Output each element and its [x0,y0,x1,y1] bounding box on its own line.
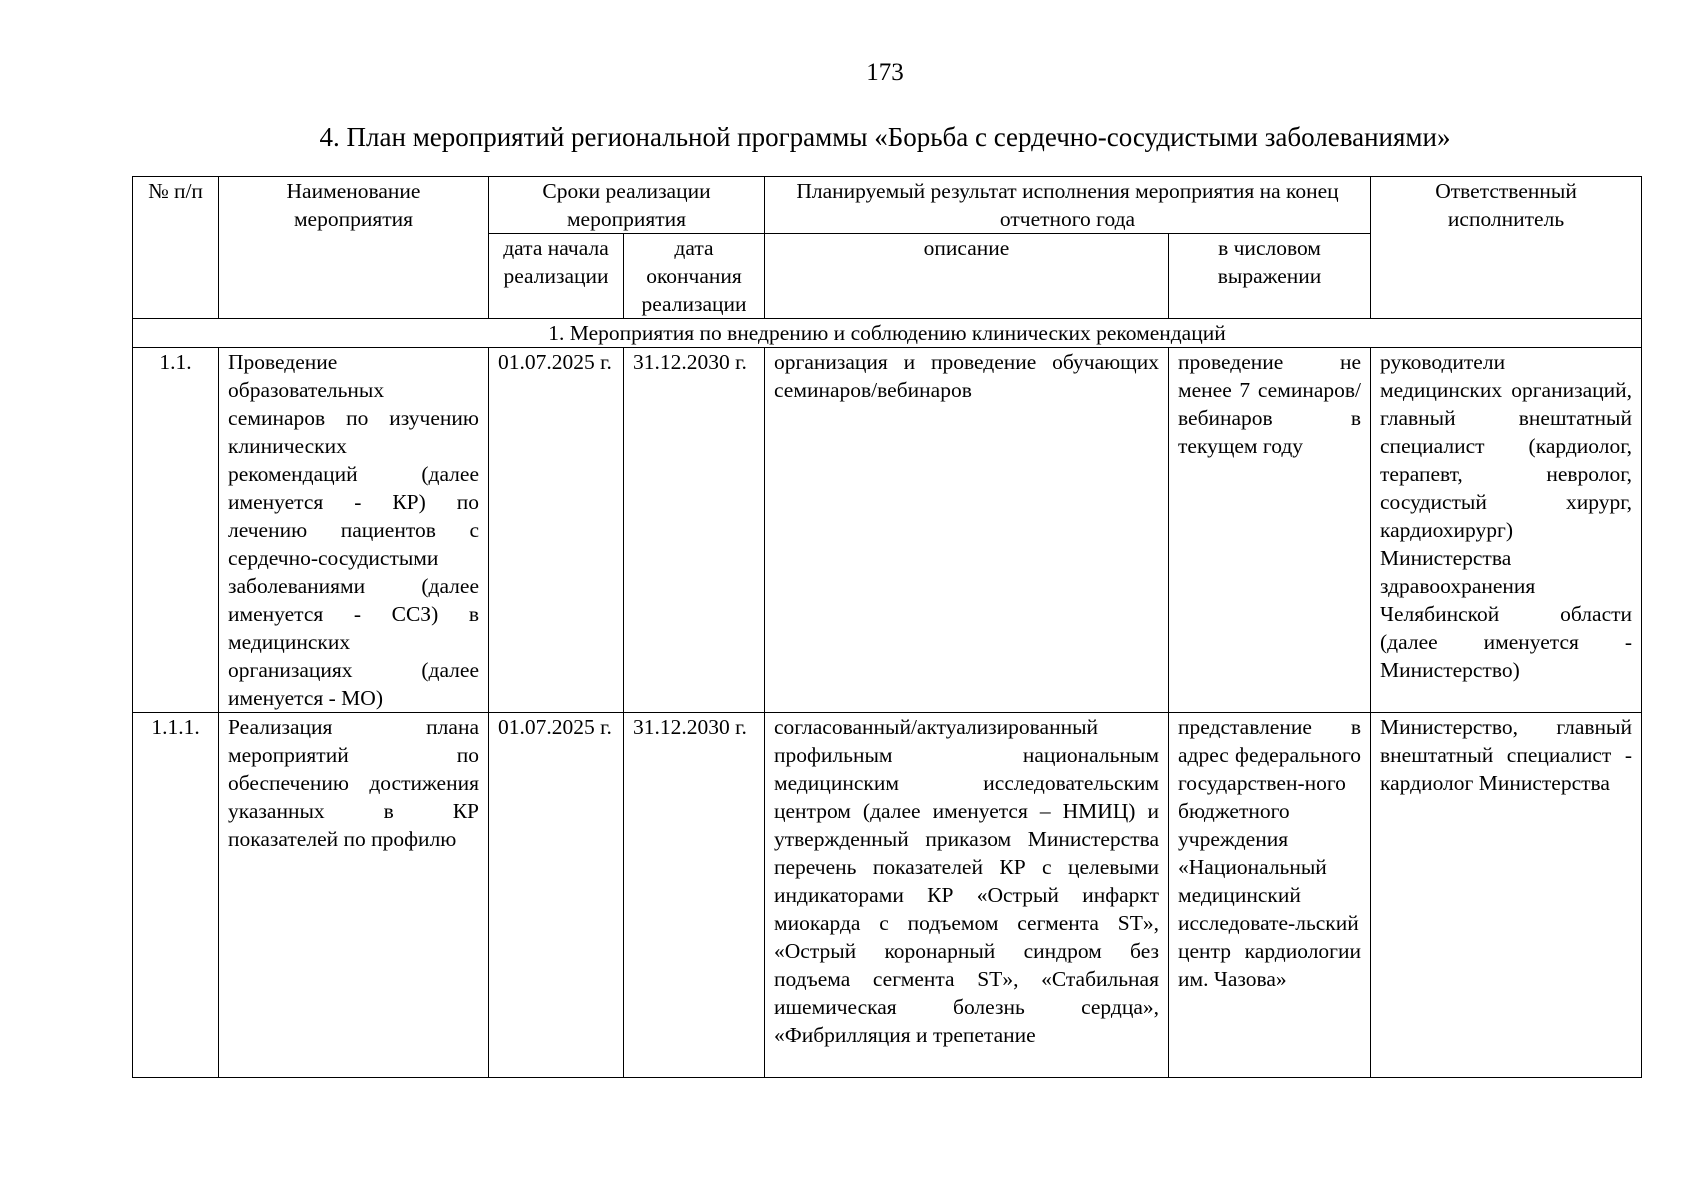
header-numeric: в числовом выражении [1169,234,1371,319]
row-numeric: представление в адрес федерального государствен-ного бюджетного учреждения «Национальный медицинский исследовате-льский центр кардиологии им. Чазова» [1169,713,1371,1078]
header-end-date: дата окончания реализации [624,234,765,319]
row-num: 1.1. [133,348,219,713]
header-dates-group: Сроки реализации мероприятия [489,177,765,234]
row-start-date: 01.07.2025 г. [489,713,624,1078]
row-end-date: 31.12.2030 г. [624,713,765,1078]
page-number: 173 [866,59,904,86]
row-num: 1.1.1. [133,713,219,1078]
row-description: согласованный/актуализированный профильным национальным медицинским исследовательским центром (далее именуется – НМИЦ) и утвержденный приказом Министерства перечень показателей КР с целевыми индикаторами КР «Острый инфаркт миокарда с подъемом сегмента ST», «Острый коронарный синдром без подъема сегмента ST», «Стабильная ишемическая болезнь сердца», «Фибрилляция и трепетание [765,713,1169,1078]
section-title: 1. Мероприятия по внедрению и соблюдению клинических рекомендаций [133,319,1642,348]
plan-table [132,176,1642,1078]
header-responsible: Ответственный исполнитель [1371,177,1642,319]
header-description: описание [765,234,1169,319]
row-name: Реализация плана мероприятий по обеспечению достижения указанных в КР показателей по профилю [219,713,489,1078]
row-numeric: проведение не менее 7 семинаров/ вебинаров в текущем году [1169,348,1371,713]
row-start-date: 01.07.2025 г. [489,348,624,713]
header-num: № п/п [133,177,219,319]
row-name: Проведение образовательных семинаров по изучению клинических рекомендаций (далее именуется - КР) по лечению пациентов с сердечно-сосудистыми заболеваниями (далее именуется - ССЗ) в медицинских организациях (далее именуется - МО) [219,348,489,713]
row-end-date: 31.12.2030 г. [624,348,765,713]
row-responsible: руководители медицинских организаций, главный внештатный специалист (кардиолог, терапевт, невролог, сосудистый хирург, кардиохирург) Министерства здравоохранения Челябинской области (далее именуется - Министерство) [1371,348,1642,713]
row-responsible: Министерство, главный внештатный специалист - кардиолог Министерства [1371,713,1642,1078]
table-row [133,713,1642,1078]
section-row [133,319,1642,348]
document-title: 4. План мероприятий региональной программы «Борьба с сердечно-сосудистыми заболеваниями» [319,122,1451,152]
table-header-row [133,177,1642,234]
table-row [133,348,1642,713]
header-name: Наименование мероприятия [219,177,489,319]
header-start-date: дата начала реализации [489,234,624,319]
header-result-group: Планируемый результат исполнения мероприятия на конец отчетного года [765,177,1371,234]
row-description: организация и проведение обучающих семинаров/вебинаров [765,348,1169,713]
